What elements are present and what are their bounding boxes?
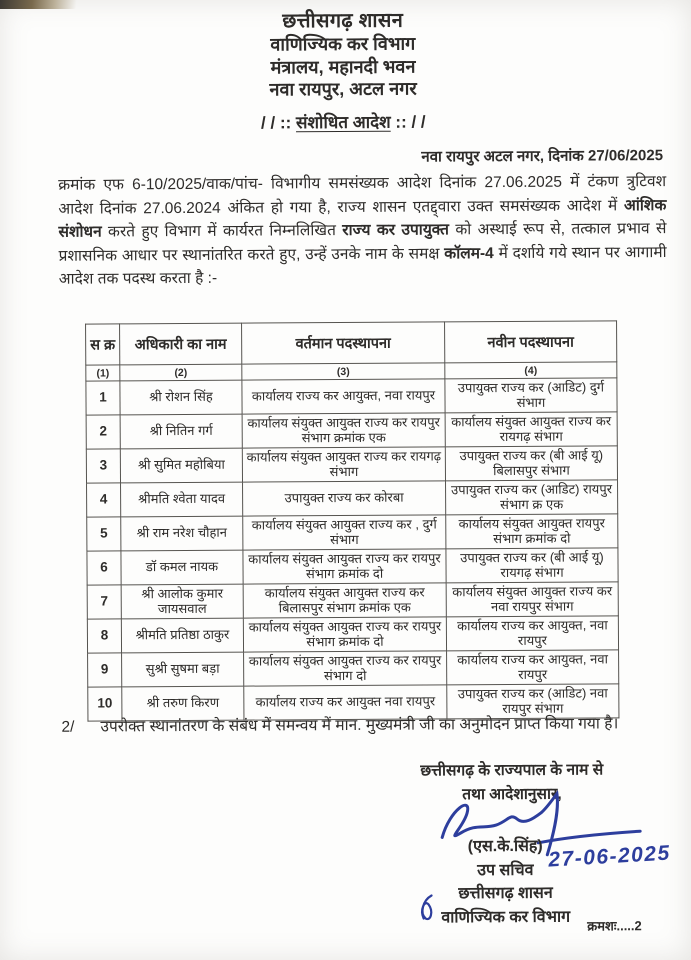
table-row bbox=[86, 378, 617, 415]
para1-seg1: क्रमांक एफ 6-10/2025/वाक/पांच- विभागीय समसंख्यक आदेश दिनांक 27.06.2025 में टंकण त्रुटिवश आदेश दिनांक 27.06.2024 अंकित हो गया है, राज्य शासन एतद्द्वारा उक्त समसंख्यक आदेश में bbox=[58, 173, 667, 218]
col-header-current-posting: वर्तमान पदस्थापना bbox=[242, 322, 445, 364]
table-header-row bbox=[86, 321, 617, 365]
col-header-name: अधिकारी का नाम bbox=[120, 323, 242, 365]
signoff-line-2: तथा आदेशानुसार, bbox=[462, 785, 562, 804]
cell-current-posting: कार्यालय संयुक्त आयुक्त राज्य कर रायपुर संभाग क्रमांक दो bbox=[243, 617, 446, 652]
cell-current-posting: कार्यालय संयुक्त आयुक्त राज्य कर बिलासपुर संभाग क्रमांक एक bbox=[243, 583, 446, 618]
cell-new-posting: कार्यालय संयुक्त आयुक्त राज्य कर रायगढ़ संभाग bbox=[445, 412, 617, 447]
cell-officer-name: श्री राम नरेश चौहान bbox=[121, 516, 243, 551]
cell-new-posting: उपायुक्त राज्य कर (बी आई यू) बिलासपुर संभाग bbox=[445, 446, 617, 481]
signatory-name: (एस.के.सिंह) bbox=[467, 837, 543, 856]
signoff-line-1: छत्तीसगढ़ के राज्यपाल के नाम से bbox=[420, 761, 604, 780]
cell-sno: 5 bbox=[87, 517, 121, 551]
table-row bbox=[88, 650, 619, 687]
cell-current-posting: कार्यालय राज्य कर आयुक्त, नवा रायपुर bbox=[242, 379, 445, 414]
cell-sno: 10 bbox=[88, 687, 122, 721]
cell-new-posting: कार्यालय राज्य कर आयुक्त, नवा रायपुर bbox=[447, 650, 619, 685]
signatory-org-2: वाणिज्यिक कर विभाग bbox=[441, 908, 571, 926]
col-header-sno: स क्र bbox=[86, 324, 120, 365]
para1-seg3: करते हुए विभाग में कार्यरत निम्नलिखित bbox=[101, 222, 343, 241]
cell-current-posting: कार्यालय संयुक्त आयुक्त राज्य कर रायपुर संभाग दो bbox=[244, 651, 447, 686]
para1-seg5: को अस्थाई रूप से, तत्काल प्रभाव से प्रशासनिक आधार पर स्थानांतरित करते हुए, उन्हें उनके नाम के समक्ष bbox=[58, 220, 667, 265]
colnum-4: (4) bbox=[445, 362, 617, 379]
cell-new-posting: कार्यालय राज्य कर आयुक्त, नवा रायपुर bbox=[446, 616, 618, 651]
cell-new-posting: उपायुक्त राज्य कर (आडिट) नवा रायपुर संभाग bbox=[447, 684, 619, 719]
cell-officer-name: श्रीमति श्वेता यादव bbox=[121, 482, 243, 517]
cell-current-posting: कार्यालय संयुक्त आयुक्त राज्य कर , दुर्ग संभाग bbox=[243, 515, 446, 550]
signatory-designation: उप सचिव bbox=[477, 861, 534, 879]
letterhead bbox=[0, 8, 689, 135]
cell-current-posting: कार्यालय संयुक्त आयुक्त राज्य कर रायगढ़ संभाग bbox=[242, 447, 445, 482]
government-name: छत्तीसगढ़ शासन bbox=[282, 9, 404, 33]
continuation-note: क्रमशः.....2 bbox=[587, 918, 642, 934]
order-title-text: संशोधित आदेश bbox=[295, 112, 391, 132]
cell-new-posting: उपायुक्त राज्य कर (आडिट) दुर्ग संभाग bbox=[445, 378, 617, 413]
cell-sno: 3 bbox=[86, 449, 120, 483]
cell-sno: 1 bbox=[86, 381, 120, 415]
cell-officer-name: श्री नितिन गर्ग bbox=[120, 414, 242, 449]
cell-sno: 6 bbox=[87, 551, 121, 585]
cell-new-posting: कार्यालय संयुक्त आयुक्त रायपुर संभाग क्रमांक दो bbox=[446, 514, 618, 549]
table-row bbox=[86, 446, 617, 483]
department-name: वाणिज्यिक कर विभाग bbox=[270, 33, 416, 55]
cell-new-posting: उपायुक्त राज्य कर (आडिट) रायपुर संभाग क्र एक bbox=[446, 480, 618, 515]
cell-new-posting: कार्यालय संयुक्त आयुक्त राज्य कर नवा रायपुर संभाग bbox=[446, 582, 618, 617]
colnum-3: (3) bbox=[242, 363, 445, 380]
table-row bbox=[87, 548, 618, 585]
paragraph-2-number: 2/ bbox=[61, 718, 75, 736]
table-row bbox=[86, 412, 617, 449]
cell-new-posting: उपायुक्त राज्य कर (बी आई यू) रायगढ़ संभाग bbox=[446, 548, 618, 583]
order-title-prefix: / / :: bbox=[260, 112, 292, 133]
place-date-line: नवा रायपुर अटल नगर, दिनांक 27/06/2025 bbox=[421, 147, 664, 166]
cell-officer-name: श्री तरुण किरण bbox=[122, 686, 244, 721]
colnum-1: (1) bbox=[86, 365, 120, 381]
cell-officer-name: श्रीमति प्रतिष्ठा ठाकुर bbox=[121, 618, 243, 653]
cell-officer-name: सुश्री सुषमा बड़ा bbox=[122, 652, 244, 687]
ministry-building: मंत्रालय, महानदी भवन bbox=[270, 56, 416, 77]
order-title bbox=[0, 107, 689, 134]
cell-sno: 8 bbox=[87, 619, 121, 653]
table-row bbox=[87, 582, 618, 619]
transfer-table bbox=[85, 320, 619, 721]
cell-current-posting: कार्यालय संयुक्त आयुक्त राज्य कर रायपुर संभाग क्रमांक दो bbox=[243, 549, 446, 584]
para1-amendment-bold: आंशिक संशोधन bbox=[58, 196, 667, 241]
ink-squiggle-icon bbox=[417, 891, 439, 923]
cell-current-posting: उपायुक्त राज्य कर कोरबा bbox=[243, 481, 446, 516]
cell-officer-name: श्री सुमित महोबिया bbox=[120, 448, 242, 483]
cell-officer-name: श्री आलोक कुमार जायसवाल bbox=[121, 584, 243, 619]
cell-sno: 9 bbox=[88, 653, 122, 687]
table-row bbox=[87, 514, 618, 551]
cell-officer-name: श्री रोशन सिंह bbox=[120, 380, 242, 415]
cell-sno: 4 bbox=[87, 483, 121, 517]
cell-officer-name: डॉ कमल नायक bbox=[121, 550, 243, 585]
paragraph-2-text: उपरोक्त स्थानांतरण के संबंध में समन्वय में मान. मुख्यमंत्री जी का अनुमोदन प्राप्त किया गया है। bbox=[100, 715, 619, 736]
order-title-suffix: :: / / bbox=[395, 112, 426, 132]
cell-sno: 7 bbox=[87, 585, 121, 619]
para1-column4-bold: कॉलम-4 bbox=[444, 244, 494, 263]
order-paragraph bbox=[58, 170, 667, 292]
cell-sno: 2 bbox=[86, 415, 120, 449]
table-row bbox=[87, 616, 618, 653]
signatory-org-1: छत्तीसगढ़ शासन bbox=[458, 884, 553, 903]
colnum-2: (2) bbox=[120, 364, 242, 381]
para1-seg7: में दर्शाये गये स्थान पर आगामी आदेश तक पदस्थ करता है :- bbox=[58, 243, 667, 289]
col-header-new-posting: नवीन पदस्थापना bbox=[445, 321, 617, 363]
signatory-block bbox=[410, 834, 601, 929]
cell-current-posting: कार्यालय राज्य कर आयुक्त नवा रायपुर bbox=[244, 685, 447, 720]
cell-current-posting: कार्यालय संयुक्त आयुक्त राज्य कर रायपुर संभाग क्रमांक एक bbox=[242, 413, 445, 448]
para1-designation-bold: राज्य कर उपायुक्त bbox=[342, 221, 449, 240]
table-row bbox=[87, 480, 618, 517]
paragraph-2 bbox=[61, 712, 669, 739]
handwritten-date: 27-06-2025 bbox=[547, 841, 672, 872]
city-line: नवा रायपुर, अटल नगर bbox=[269, 78, 417, 100]
